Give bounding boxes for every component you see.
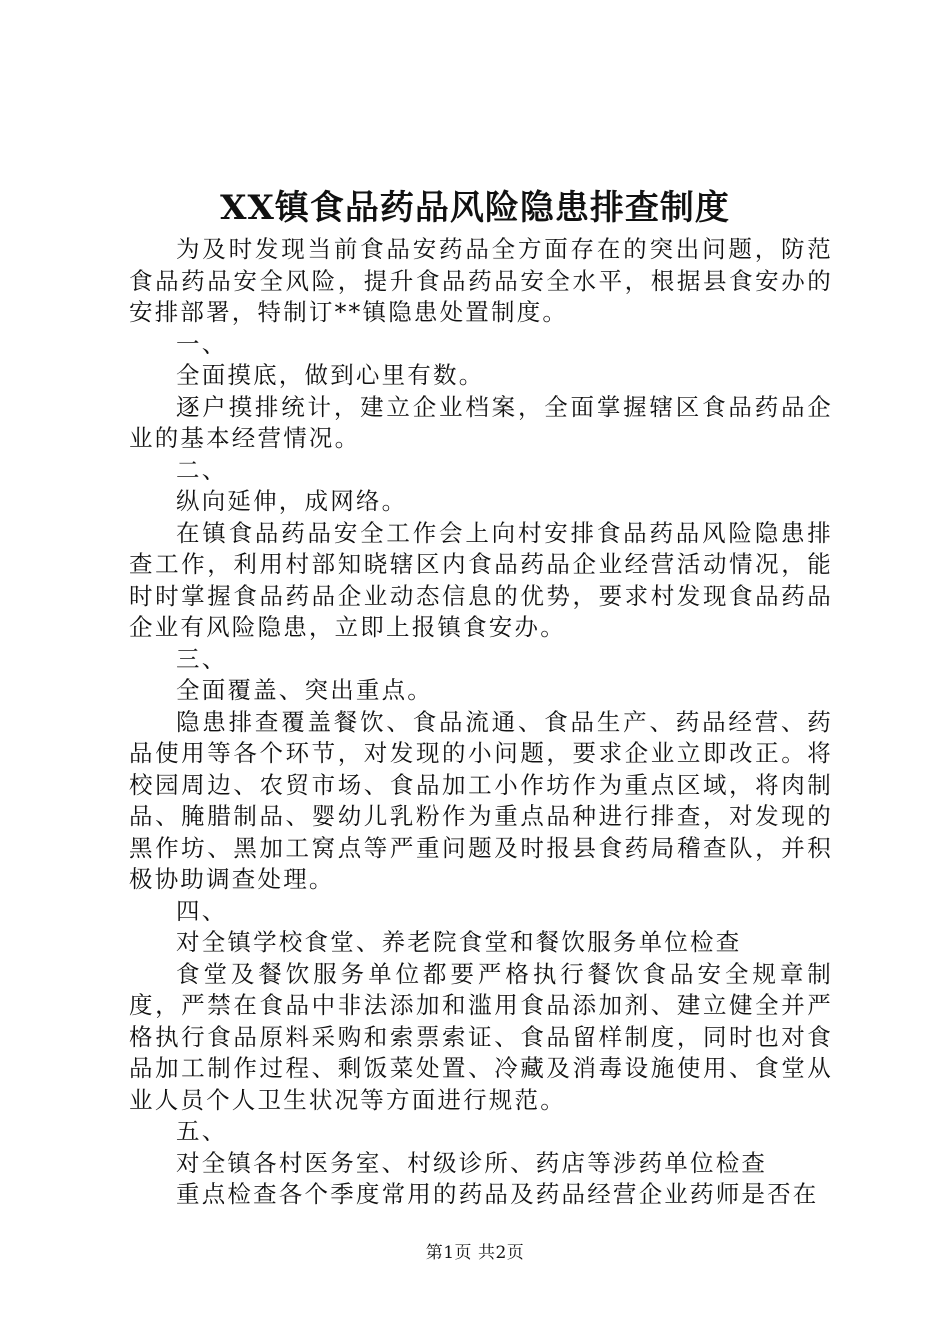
section-heading-5: 对全镇各村医务室、村级诊所、药店等涉药单位检查 <box>176 1148 768 1177</box>
section-number-4: 四、 <box>176 896 228 925</box>
section-heading-1: 全面摸底，做到心里有数。 <box>176 361 485 389</box>
section-body-1: 逐户摸排统计，建立企业档案，全面掌握辖区食品药品企业的基本经营情况。 <box>129 392 833 452</box>
paragraph-intro: 为及时发现当前食品安药品全方面存在的突出问题，防范食品药品安全风险，提升食品药品安全水平，根据县食安办的安排部署，特制订**镇隐患处置制度。 <box>129 235 833 326</box>
section-number-5: 五、 <box>176 1117 228 1145</box>
section-heading-2: 纵向延伸，成网络。 <box>176 487 408 515</box>
section-body-3: 隐患排查覆盖餐饮、食品流通、食品生产、药品经营、药品使用等各个环节，对发现的小问题，要求企业立即改正。将校园周边、农贸市场、食品加工小作坊作为重点区域，将肉制品、腌腊制品、婴幼儿乳粉作为重点品种进行排查，对发现的黑作坊、黑加工窝点等严重问题及时报县食药局稽查队，并积极协助调查处理。 <box>129 707 833 893</box>
page-footer: 第1页 共2页 <box>425 1243 525 1263</box>
section-body-4: 食堂及餐饮服务单位都要严格执行餐饮食品安全规章制度，严禁在食品中非法添加和滥用食品添加剂、建立健全并严格执行食品原料采购和索票索证、食品留样制度，同时也对食品加工制作过程、剩饭菜处置、冷藏及消毒设施使用、食堂从业人员个人卫生状况等方面进行规范。 <box>129 959 833 1114</box>
section-number-2: 二、 <box>176 455 228 484</box>
section-heading-3: 全面覆盖、突出重点。 <box>176 676 433 704</box>
section-body-2: 在镇食品药品安全工作会上向村安排食品药品风险隐患排查工作，利用村部知晓辖区内食品药品企业经营活动情况，能时时掌握食品药品企业动态信息的优势，要求村发现食品药品企业有风险隐患，立即上报镇食安办。 <box>129 518 833 641</box>
document-body <box>129 234 833 1211</box>
section-heading-4: 对全镇学校食堂、养老院食堂和餐饮服务单位检查 <box>176 928 742 956</box>
section-number-3: 三、 <box>176 644 228 673</box>
section-body-5: 重点检查各个季度常用的药品及药品经营企业药师是否在 <box>176 1180 819 1208</box>
section-number-1: 一、 <box>176 329 228 358</box>
document-title: XX镇食品药品风险隐患排查制度 <box>220 188 730 228</box>
